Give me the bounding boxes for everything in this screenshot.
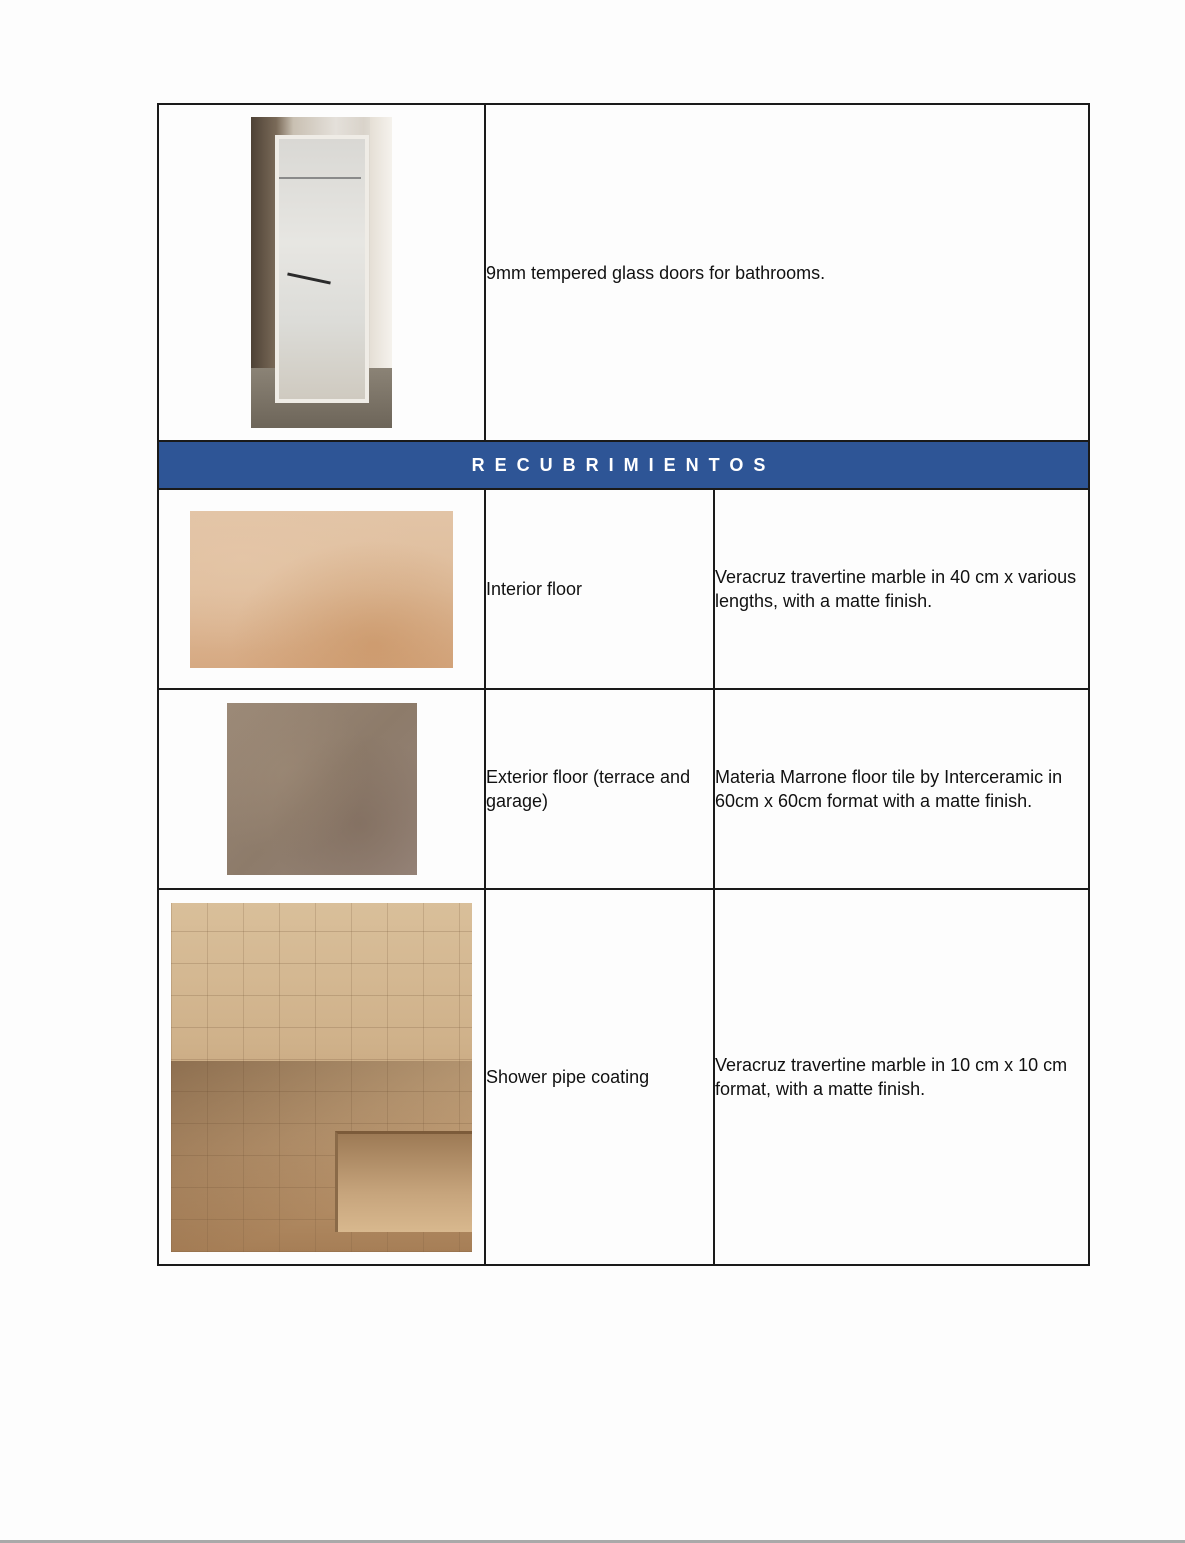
shower-description: Veracruz travertine marble in 10 cm x 10 cm format, with a matte finish. [714, 889, 1089, 1265]
section-header-row [158, 441, 1089, 489]
door-image-cell [158, 104, 485, 441]
table-row-interior-floor [158, 489, 1089, 689]
glass-door-photo [251, 117, 392, 428]
interior-floor-description: Veracruz travertine marble in 40 cm x various lengths, with a matte finish. [714, 489, 1089, 689]
door-description: 9mm tempered glass doors for bathrooms. [485, 104, 1089, 441]
interior-floor-item: Interior floor [485, 489, 714, 689]
table-row-exterior-floor [158, 689, 1089, 889]
table-row-door [158, 104, 1089, 441]
travertine-floor-photo [190, 511, 453, 668]
table-row-shower [158, 889, 1089, 1265]
marrone-tile-photo [227, 703, 417, 875]
exterior-floor-image-cell [158, 689, 485, 889]
shower-item: Shower pipe coating [485, 889, 714, 1265]
interior-floor-image-cell [158, 489, 485, 689]
specifications-table [157, 103, 1090, 1266]
exterior-floor-description: Materia Marrone floor tile by Interceramic in 60cm x 60cm format with a matte finish. [714, 689, 1089, 889]
shower-tile-photo [171, 903, 472, 1252]
exterior-floor-item: Exterior floor (terrace and garage) [485, 689, 714, 889]
section-header-recubrimientos: RECUBRIMIENTOS [158, 441, 1089, 489]
shower-image-cell [158, 889, 485, 1265]
